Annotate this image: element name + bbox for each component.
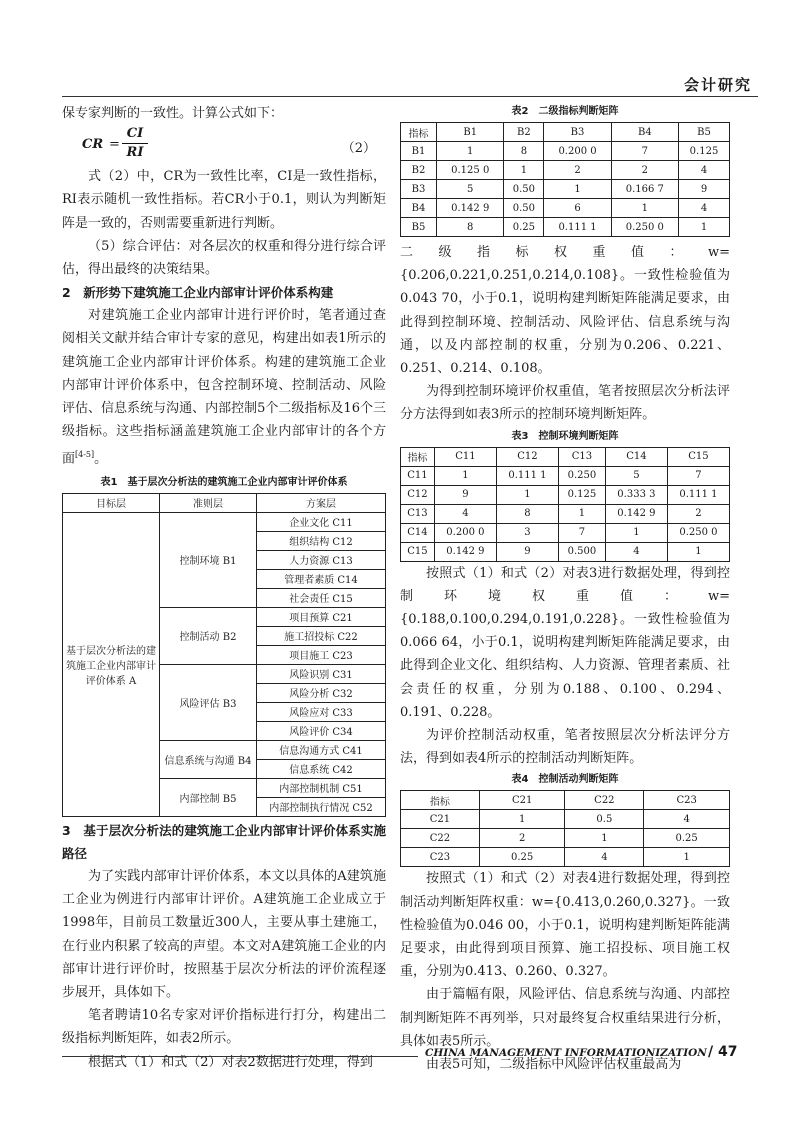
table2-cell: B4 [401, 199, 437, 218]
table3 [400, 447, 730, 562]
table2-header: 指标 [401, 123, 437, 142]
formula-lhs: CR [82, 137, 104, 153]
table4-cell: 1 [644, 848, 730, 867]
paragraph: 按照式（1）和式（2）对表4进行数据处理，得到控制活动判断矩阵权重：w={0.413,0.260,0.327}。一致性检验值为0.046 00，小于0.1，说明构建判断矩阵能满足要求，由此得到项目预算、施工招投标、项目施工权重，分别为0.413、0.260、0.327。 [400, 871, 730, 980]
table2-cell: 0.50 [504, 199, 544, 218]
table3-header: C11 [434, 447, 496, 466]
table4-cell: 0.5 [565, 810, 644, 829]
table-row [401, 199, 730, 218]
table4-cell: C23 [401, 848, 480, 867]
table2-cell: 8 [504, 142, 544, 161]
table-row [401, 218, 730, 237]
formula-cr [62, 125, 386, 165]
table-row [401, 504, 730, 523]
paragraph: 为了实践内部审计评价体系，本文以具体的A建筑施工企业为例进行内部审计评价。A建筑施工企业成立于1998年，目前员工数量近300人，主要从事土建施工，在行业内积累了较高的声望。本文对A建筑施工企业的内部审计进行评价时，按照基于层次分析法的评价流程逐步展开，具体如下。 [62, 868, 386, 1000]
formula-fraction [122, 125, 148, 162]
table2-cell: 0.125 0 [437, 161, 504, 180]
table4-cell: 2 [479, 829, 565, 848]
table2-cell: 1 [504, 161, 544, 180]
table3-cell: 2 [667, 504, 729, 523]
table2-header: B2 [504, 123, 544, 142]
table2-cell: 0.125 [679, 142, 730, 161]
table1-criterion-cell: 内部控制 B5 [160, 778, 257, 816]
table3-cell: 1 [434, 466, 496, 485]
footer-journal-name: CHINA MANAGEMENT INFORMATIONIZATION [425, 1047, 707, 1059]
table3-cell: 0.111 1 [667, 485, 729, 504]
table4-cell: 1 [479, 810, 565, 829]
table3-cell: 0.250 [558, 466, 605, 485]
table2-cell: 0.50 [504, 180, 544, 199]
paragraph: 笔者聘请10名专家对评价指标进行打分，构建出二级指标判断矩阵，如表2所示。 [62, 1008, 386, 1047]
table4-cell: 0.25 [479, 848, 565, 867]
table4-cell: C21 [401, 810, 480, 829]
table4-cell: 4 [644, 810, 730, 829]
table3-cell: 1 [496, 485, 558, 504]
table1-criterion-cell: 风险评估 B3 [160, 664, 257, 740]
table3-cell: 0.125 [558, 485, 605, 504]
paragraph: 二级指标权重值：w={0.206,0.221,0.251,0.214,0.108}。一致性检验值为0.043 70，小于0.1，说明构建判断矩阵能满足要求，由此得到控制环境、控制活动、风险评估、信息系统与沟通，以及内部控制的权重，分别为0.206、0.221、0.251、0.214、0.108。 [400, 245, 730, 377]
paragraph: 根据式（1）和式（2）对表2数据进行处理，得到 [88, 1054, 373, 1070]
table3-cell: 8 [496, 504, 558, 523]
table2-header: B1 [437, 123, 504, 142]
table3-caption: 表3 控制环境判断矩阵 [511, 430, 619, 442]
table3-header: C14 [605, 447, 667, 466]
header-rule [62, 96, 758, 97]
table1-criterion-cell: 信息系统与沟通 B4 [160, 740, 257, 778]
paragraph: 按照式（1）和式（2）对表3进行数据处理，得到控制环境权重值：w={0.188,0.100,0.294,0.191,0.228}。一致性检验值为0.066 64，小于0.1，说明构建判断矩阵能满足要求，由此得到企业文化、组织结构、人力资源、管理者素质、社会责任的权重，分别为0.188、0.100、0.294、0.191、0.228。 [400, 565, 730, 720]
table4-header: C22 [565, 791, 644, 810]
paragraph [62, 304, 386, 471]
table2-cell: B5 [401, 218, 437, 237]
table3-cell: C14 [401, 523, 435, 542]
table3-cell: 9 [496, 542, 558, 561]
table1-scheme-cell: 企业文化 C11 [257, 512, 386, 531]
table-row [401, 848, 730, 867]
table2-cell: 2 [611, 161, 678, 180]
table3-cell: 1 [605, 523, 667, 542]
table1-header: 方案层 [257, 493, 386, 512]
table2-cell: 1 [679, 218, 730, 237]
table1-scheme-cell: 风险应对 C33 [257, 702, 386, 721]
section-heading-3: 3 基于层次分析法的建筑施工企业内部审计评价体系实施路径 [62, 822, 386, 861]
table4-header: C21 [479, 791, 565, 810]
table3-cell: C13 [401, 504, 435, 523]
table1-scheme-cell: 人力资源 C13 [257, 550, 386, 569]
table2-cell: 4 [679, 161, 730, 180]
table2-caption: 表2 二级指标判断矩阵 [511, 106, 619, 117]
table1-scheme-cell: 施工招投标 C22 [257, 626, 386, 645]
table1-scheme-cell: 内部控制机制 C51 [257, 778, 386, 797]
table2-cell: B3 [401, 180, 437, 199]
table1-scheme-cell: 风险评价 C34 [257, 721, 386, 740]
table2-cell: 2 [544, 161, 611, 180]
table2 [400, 122, 730, 237]
paragraph: 式（2）中，CR为一致性比率，CI是一致性指标，RI表示随机一致性指标。若CR小于0.1，则认为判断矩阵是一致的，否则需要重新进行判断。 [62, 169, 386, 231]
paragraph-text: 对建筑施工企业内部审计进行评价时，笔者通过查阅相关文献并结合审计专家的意见，构建出如表1所示的建筑施工企业内部审计评价体系。构建的建筑施工企业内部审计评价体系中，包含控制环境、控制活动、风险评估、信息系统与沟通、内部控制5个二级指标及16个三级指标。这些指标涵盖建筑施工企业内部审计的各个方面 [62, 308, 386, 467]
table1-target-cell: 基于层次分析法的建筑施工企业内部审计评价体系 A [63, 512, 160, 816]
table3-header: C12 [496, 447, 558, 466]
table2-cell: 0.142 9 [437, 199, 504, 218]
table1-scheme-cell: 风险分析 C32 [257, 683, 386, 702]
table2-cell: 0.111 1 [544, 218, 611, 237]
table3-cell: 0.250 0 [667, 523, 729, 542]
left-column [62, 102, 386, 1074]
table3-cell: 5 [605, 466, 667, 485]
table4-cell: 4 [565, 848, 644, 867]
table1-scheme-cell: 信息系统 C42 [257, 759, 386, 778]
paragraph: （5）综合评估：对各层次的权重和得分进行综合评估，得出最终的决策结果。 [62, 238, 386, 278]
table-row [401, 829, 730, 848]
table2-cell: 0.200 0 [544, 142, 611, 161]
table-row [401, 542, 730, 561]
table1-scheme-cell: 内部控制执行情况 C52 [257, 797, 386, 816]
page-number: / 47 [708, 1044, 738, 1060]
table4-cell: 1 [565, 829, 644, 848]
table3-cell: 7 [558, 523, 605, 542]
table2-cell: B2 [401, 161, 437, 180]
formula-equals: = [109, 137, 120, 153]
table1-scheme-cell: 项目预算 C21 [257, 607, 386, 626]
table2-cell: 0.166 7 [611, 180, 678, 199]
table3-cell: C15 [401, 542, 435, 561]
table3-cell: 0.142 9 [605, 504, 667, 523]
table2-header: B5 [679, 123, 730, 142]
paragraph: 由于篇幅有限，风险评估、信息系统与沟通、内部控制判断矩阵不再列举，只对最终复合权重结果进行分析，具体如表5所示。 [400, 987, 730, 1049]
table4-caption: 表4 控制活动判断矩阵 [511, 774, 619, 786]
table3-cell: 9 [434, 485, 496, 504]
table2-cell: B1 [401, 142, 437, 161]
table2-cell: 6 [544, 199, 611, 218]
section-heading-2: 2 新形势下建筑施工企业内部审计评价体系构建 [62, 285, 334, 301]
table2-header: B3 [544, 123, 611, 142]
paragraph-end: 。 [94, 451, 108, 467]
table2-cell: 1 [544, 180, 611, 199]
table3-header: C13 [558, 447, 605, 466]
table1 [62, 493, 386, 817]
table3-cell: 4 [434, 504, 496, 523]
table3-cell: 3 [496, 523, 558, 542]
table2-cell: 1 [437, 142, 504, 161]
table2-cell: 5 [437, 180, 504, 199]
table3-cell: 1 [667, 542, 729, 561]
table1-criterion-cell: 控制活动 B2 [160, 607, 257, 664]
table1-scheme-cell: 管理者素质 C14 [257, 569, 386, 588]
table4-cell: C22 [401, 829, 480, 848]
footer-rule [62, 1056, 418, 1057]
table4-cell: 0.25 [644, 829, 730, 848]
table1-scheme-cell: 社会责任 C15 [257, 588, 386, 607]
table4 [400, 790, 730, 867]
table1-criterion-cell: 控制环境 B1 [160, 512, 257, 607]
table1-caption: 表1 基于层次分析法的建筑施工企业内部审计评价体系 [100, 476, 348, 488]
paragraph: 由表5可知，二级指标中风险评估权重最高为 [426, 1057, 682, 1073]
table-row [401, 810, 730, 829]
table1-scheme-cell: 组织结构 C12 [257, 531, 386, 550]
table-row [401, 466, 730, 485]
paragraph: 为评价控制活动权重，笔者按照层次分析法评分方法，得到如表4所示的控制活动判断矩阵。 [400, 728, 730, 767]
formula-number: （2） [341, 141, 376, 157]
table2-cell: 0.250 0 [611, 218, 678, 237]
paragraph: 为得到控制环境评价权重值，笔者按照层次分析法评分方法得到如表3所示的控制环境判断矩阵。 [400, 384, 730, 423]
right-column [400, 102, 730, 1076]
table1-scheme-cell: 风险识别 C31 [257, 664, 386, 683]
table2-cell: 4 [679, 199, 730, 218]
table3-cell: 7 [667, 466, 729, 485]
table-row [401, 161, 730, 180]
table3-cell: 4 [605, 542, 667, 561]
table3-header: C15 [667, 447, 729, 466]
table3-cell: 0.200 0 [434, 523, 496, 542]
table1-header: 准则层 [160, 493, 257, 512]
table3-cell: 0.333 3 [605, 485, 667, 504]
table3-cell: C11 [401, 466, 435, 485]
table2-header: B4 [611, 123, 678, 142]
table4-header: 指标 [401, 791, 480, 810]
formula-numerator: CI [122, 125, 148, 144]
formula-denominator: RI [126, 145, 144, 161]
table2-cell: 7 [611, 142, 678, 161]
table1-scheme-cell: 项目施工 C23 [257, 645, 386, 664]
table-row [401, 180, 730, 199]
table3-cell: 1 [558, 504, 605, 523]
table-row [63, 512, 386, 531]
table-row [401, 485, 730, 504]
table2-cell: 9 [679, 180, 730, 199]
table3-cell: 0.142 9 [434, 542, 496, 561]
citation: [4-5] [75, 450, 95, 460]
table2-cell: 1 [611, 199, 678, 218]
table3-cell: 0.500 [558, 542, 605, 561]
journal-section-title: 会计研究 [683, 76, 752, 94]
table3-header: 指标 [401, 447, 435, 466]
table3-cell: C12 [401, 485, 435, 504]
table-row [401, 142, 730, 161]
table2-cell: 0.25 [504, 218, 544, 237]
table3-cell: 0.111 1 [496, 466, 558, 485]
table1-header: 目标层 [63, 493, 160, 512]
paragraph: 保专家判断的一致性。计算公式如下： [62, 106, 284, 121]
table-row [401, 523, 730, 542]
table1-scheme-cell: 信息沟通方式 C41 [257, 740, 386, 759]
table2-cell: 8 [437, 218, 504, 237]
table4-header: C23 [644, 791, 730, 810]
